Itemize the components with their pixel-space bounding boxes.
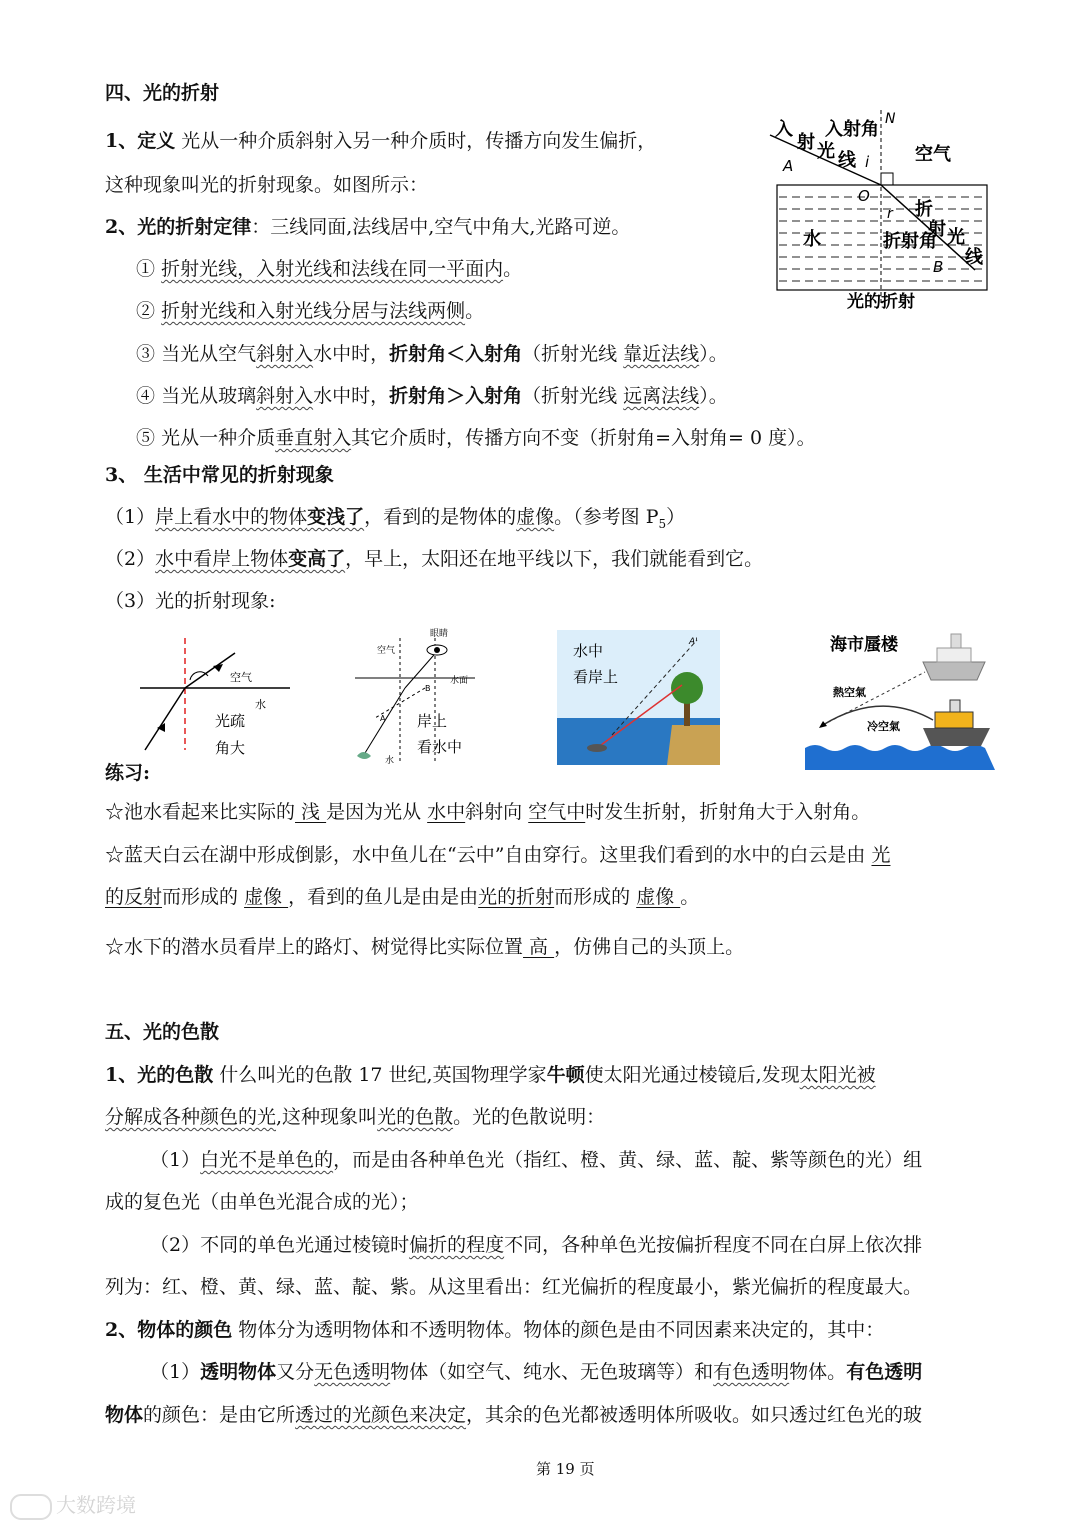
- mirage-title: 海市蜃楼: [830, 635, 898, 655]
- law-num: ④: [136, 385, 156, 407]
- tree-crown: [671, 672, 703, 704]
- law-text: 折射光线，入射光线和法线在同一平面内: [161, 258, 504, 280]
- definition-label: 1、定义: [105, 130, 176, 152]
- t: 。（参考图 P: [554, 506, 659, 528]
- law-item-5: [136, 425, 816, 451]
- water-label: 水: [255, 698, 266, 711]
- t: 水中时，: [313, 343, 390, 365]
- life-item-1: [105, 504, 685, 537]
- right-angle-mark: [881, 173, 893, 185]
- law-item-2: [136, 298, 484, 324]
- N-label: N: [885, 111, 896, 127]
- t: 斜射向: [465, 801, 529, 823]
- practice-title: 练习:: [105, 762, 151, 784]
- t: 太阳光被: [799, 1064, 876, 1086]
- ship-image: [923, 634, 985, 680]
- cold-air-label: 冷空氣: [867, 720, 900, 733]
- air-label: 空气: [915, 144, 951, 165]
- t: ,这种现象叫: [276, 1106, 378, 1128]
- t: 岸上看水中的物体: [155, 506, 308, 528]
- life-title: 3、 生活中常见的折射现象: [105, 464, 334, 486]
- transparent-line-2: [105, 1402, 922, 1428]
- t: 折射角＞入射角: [389, 385, 523, 407]
- observer-icon: [819, 721, 827, 728]
- angle-out-label: 折射角: [883, 231, 937, 252]
- t: （2）: [105, 548, 156, 570]
- law-item-3: [136, 341, 728, 367]
- t: （折射光线: [522, 343, 624, 365]
- practice-q1: [105, 799, 870, 825]
- law-num: ③: [136, 343, 156, 365]
- i-label: i: [865, 153, 870, 171]
- refraction-figure: [765, 105, 995, 325]
- ray-in-1: 入: [775, 119, 793, 140]
- fig-light-bend: [135, 638, 295, 758]
- hot-air-label: 熱空氣: [833, 686, 866, 699]
- t: 水中: [427, 801, 466, 823]
- t: 斜射入: [256, 343, 314, 365]
- B-label: B: [425, 684, 431, 693]
- ray-out-3: 光: [947, 227, 965, 248]
- A-label: A': [689, 637, 698, 647]
- t: 垂直射入: [275, 427, 352, 449]
- t: 折射角＜入射角: [389, 343, 523, 365]
- law-num: ②: [136, 300, 156, 322]
- t: ，看到的鱼儿是由是由: [288, 886, 479, 908]
- t: ☆蓝天白云在湖中形成倒影，水中鱼儿在“云中”自由穿行。这里我们看到的水中的白云是由: [105, 844, 872, 866]
- dispersion-p2-cont: 列为：红、橙、黄、绿、蓝、靛、紫。从这里看出：红光偏折的程度最小，紫光偏折的程度最大。: [105, 1276, 923, 1298]
- ray-out-2: 射: [928, 219, 946, 240]
- t: 时发生折射，折射角大于入射角。: [585, 801, 871, 823]
- t: 物体: [105, 1404, 144, 1426]
- watermark: [10, 1492, 136, 1520]
- ray-out: [185, 653, 235, 688]
- law-line: [105, 214, 630, 240]
- fig-mirage: [805, 620, 995, 770]
- air-label: 空气: [377, 646, 396, 656]
- ray-out-1: 折: [915, 199, 933, 220]
- surface-label: 水面: [450, 676, 469, 686]
- t: 物体（如空气、纯水、无色玻璃等）和: [390, 1361, 714, 1383]
- label-1: 岸上: [417, 712, 448, 730]
- t: 牛顿: [546, 1064, 585, 1086]
- t: 物体分为透明物体和不透明物体。物体的颜色是由不同因素来决定的，其中：: [232, 1319, 885, 1341]
- life-item-3: （3）光的折射现象:: [105, 590, 276, 612]
- figure-caption: 光的折射: [847, 292, 915, 312]
- law-punct: 。: [465, 300, 485, 322]
- ray-in-4: 线: [838, 150, 856, 171]
- t: 光的折射: [478, 886, 555, 908]
- label-1: 光疏: [215, 712, 246, 730]
- t: 有色透明: [713, 1361, 790, 1383]
- t: 物体。: [789, 1361, 847, 1383]
- air-label: 空气: [230, 671, 252, 684]
- t: 远离法线: [623, 385, 700, 407]
- t: （折射光线: [522, 385, 624, 407]
- law-text: 折射光线和入射光线分居与法线两侧: [161, 300, 466, 322]
- t: （2）不同的单色光通过棱镜时: [150, 1234, 410, 1256]
- bank: [667, 725, 720, 765]
- t: 5: [658, 516, 667, 531]
- t: 水中时，: [313, 385, 390, 407]
- t: 又分: [276, 1361, 315, 1383]
- r-label: r: [887, 206, 893, 222]
- t: 透过的光颜色来决定: [295, 1404, 467, 1426]
- ray-in-3: 光: [817, 141, 835, 162]
- t: 斜射入: [256, 385, 314, 407]
- fish-icon: [357, 752, 371, 759]
- t: ，看到的是物体的: [364, 506, 517, 528]
- t: 浅: [295, 801, 327, 823]
- practice-q3: [105, 934, 744, 960]
- t: 光: [871, 844, 891, 866]
- dispersion-line-2: [105, 1104, 605, 1130]
- t: 什么叫光的色散 17 世纪,英国物理学家: [213, 1064, 547, 1086]
- t: 变浅了: [307, 506, 365, 528]
- t: ，早上，太阳还在地平线以下，我们就能看到它。: [345, 548, 764, 570]
- t: 虚像: [636, 886, 681, 908]
- label-2: 角大: [215, 739, 246, 757]
- t: 水中看岸上物体: [155, 548, 289, 570]
- O-label: O: [858, 187, 870, 205]
- watermark-text: 大数跨境: [56, 1493, 136, 1517]
- definition-line: [105, 128, 656, 154]
- t: ）。: [699, 343, 728, 365]
- practice-q2: [105, 842, 890, 868]
- law-num: ①: [136, 258, 156, 280]
- t: 光从一种介质: [161, 427, 276, 449]
- law-punct: 。: [503, 258, 523, 280]
- A-label: A: [783, 157, 794, 175]
- label-1: 水中: [573, 642, 604, 660]
- label-2: 看岸上: [573, 668, 619, 686]
- t: 。: [680, 886, 700, 908]
- t: 偏折的程度: [409, 1234, 505, 1256]
- t: 的颜色：是由它所: [143, 1404, 296, 1426]
- section4-title: 四、光的折射: [105, 82, 220, 104]
- fig-shore-view: [345, 628, 495, 773]
- t: 虚像: [244, 886, 289, 908]
- law-num: ⑤: [136, 427, 156, 449]
- color-line: [105, 1317, 884, 1343]
- practice-q2-cont: [105, 884, 699, 910]
- law-text: ：三线同面,法线居中,空气中角大,光路可逆。: [251, 216, 631, 238]
- t: （1）: [150, 1361, 201, 1383]
- diver-icon: [587, 744, 607, 752]
- law-item-1: [136, 256, 522, 282]
- t: 分解成各种颜色的光: [105, 1106, 277, 1128]
- t: 有色透明: [846, 1361, 923, 1383]
- t: ☆池水看起来比实际的: [105, 801, 296, 823]
- t: 1、光的色散: [105, 1064, 214, 1086]
- B-label: B: [933, 258, 944, 276]
- t: 透明物体: [200, 1361, 277, 1383]
- t: 当光从玻璃: [161, 385, 257, 407]
- law-label: 2、光的折射定律: [105, 216, 252, 238]
- label-2: 看水中: [417, 738, 463, 756]
- angle-in-label: 入射角: [825, 119, 879, 140]
- eye-pupil: [434, 647, 440, 653]
- t: 不同，各种单色光按偏折程度不同在白屏上依次排: [504, 1234, 923, 1256]
- watermark-logo-icon: [10, 1494, 52, 1520]
- t: 而形成的: [162, 886, 245, 908]
- law-item-4: [136, 383, 728, 409]
- fig-water-view: [557, 630, 720, 765]
- t: 2、物体的颜色: [105, 1319, 233, 1341]
- dispersion-line: [105, 1062, 876, 1088]
- definition-text: 光从一种介质斜射入另一种介质时，传播方向发生偏折，: [175, 130, 657, 152]
- dispersion-p1-cont: 成的复色光（由单色光混合成的光）；: [105, 1191, 419, 1213]
- t: 是因为光从: [326, 801, 428, 823]
- t: ）: [666, 506, 686, 528]
- dispersion-p2: [150, 1232, 922, 1258]
- section5-title: 五、光的色散: [105, 1021, 220, 1043]
- t: 使太阳光通过棱镜后,发现: [584, 1064, 800, 1086]
- page-number: 第 19 页: [536, 1460, 595, 1478]
- t: （1）: [105, 506, 156, 528]
- transparent-line: [150, 1359, 922, 1385]
- t: 光的色散: [377, 1106, 454, 1128]
- t: ，而是由各种单色光（指红、橙、黄、绿、蓝、靛、紫等颜色的光）组: [333, 1149, 923, 1171]
- t: 而形成的: [554, 886, 637, 908]
- t: 靠近法线: [623, 343, 700, 365]
- t: ）。: [699, 385, 728, 407]
- t: 其它介质时，传播方向不变（折射角=入射角= 0 度）。: [351, 427, 816, 449]
- water-label: 水: [385, 756, 395, 766]
- t: 白光不是单色的: [200, 1149, 334, 1171]
- t: 无色透明: [314, 1361, 391, 1383]
- t: 当光从空气: [161, 343, 257, 365]
- t: 空气中: [528, 801, 586, 823]
- eye-label: 眼睛: [430, 629, 449, 639]
- ray-in: [145, 688, 185, 750]
- t: 的反射: [105, 886, 163, 908]
- t: 。光的色散说明：: [453, 1106, 606, 1128]
- A-label: A: [380, 714, 386, 723]
- t: （1）: [150, 1149, 201, 1171]
- t: ，仿佛自己的头顶上。: [554, 936, 745, 958]
- t: 虚像: [516, 506, 555, 528]
- ray-in-2: 射: [797, 132, 815, 153]
- t: 变高了: [288, 548, 346, 570]
- ray-out-4: 线: [965, 247, 983, 268]
- definition-line-2: 这种现象叫光的折射现象。如图所示：: [105, 174, 429, 196]
- ship-real: [923, 700, 990, 746]
- t: ☆水下的潜水员看岸上的路灯、树觉得比实际位置: [105, 936, 524, 958]
- water-label: 水: [803, 229, 821, 250]
- t: 高: [523, 936, 555, 958]
- life-item-2: [105, 546, 763, 572]
- t: ，其余的色光都被透明体所吸收。如只透过红色光的玻: [466, 1404, 923, 1426]
- dispersion-p1: [150, 1147, 922, 1173]
